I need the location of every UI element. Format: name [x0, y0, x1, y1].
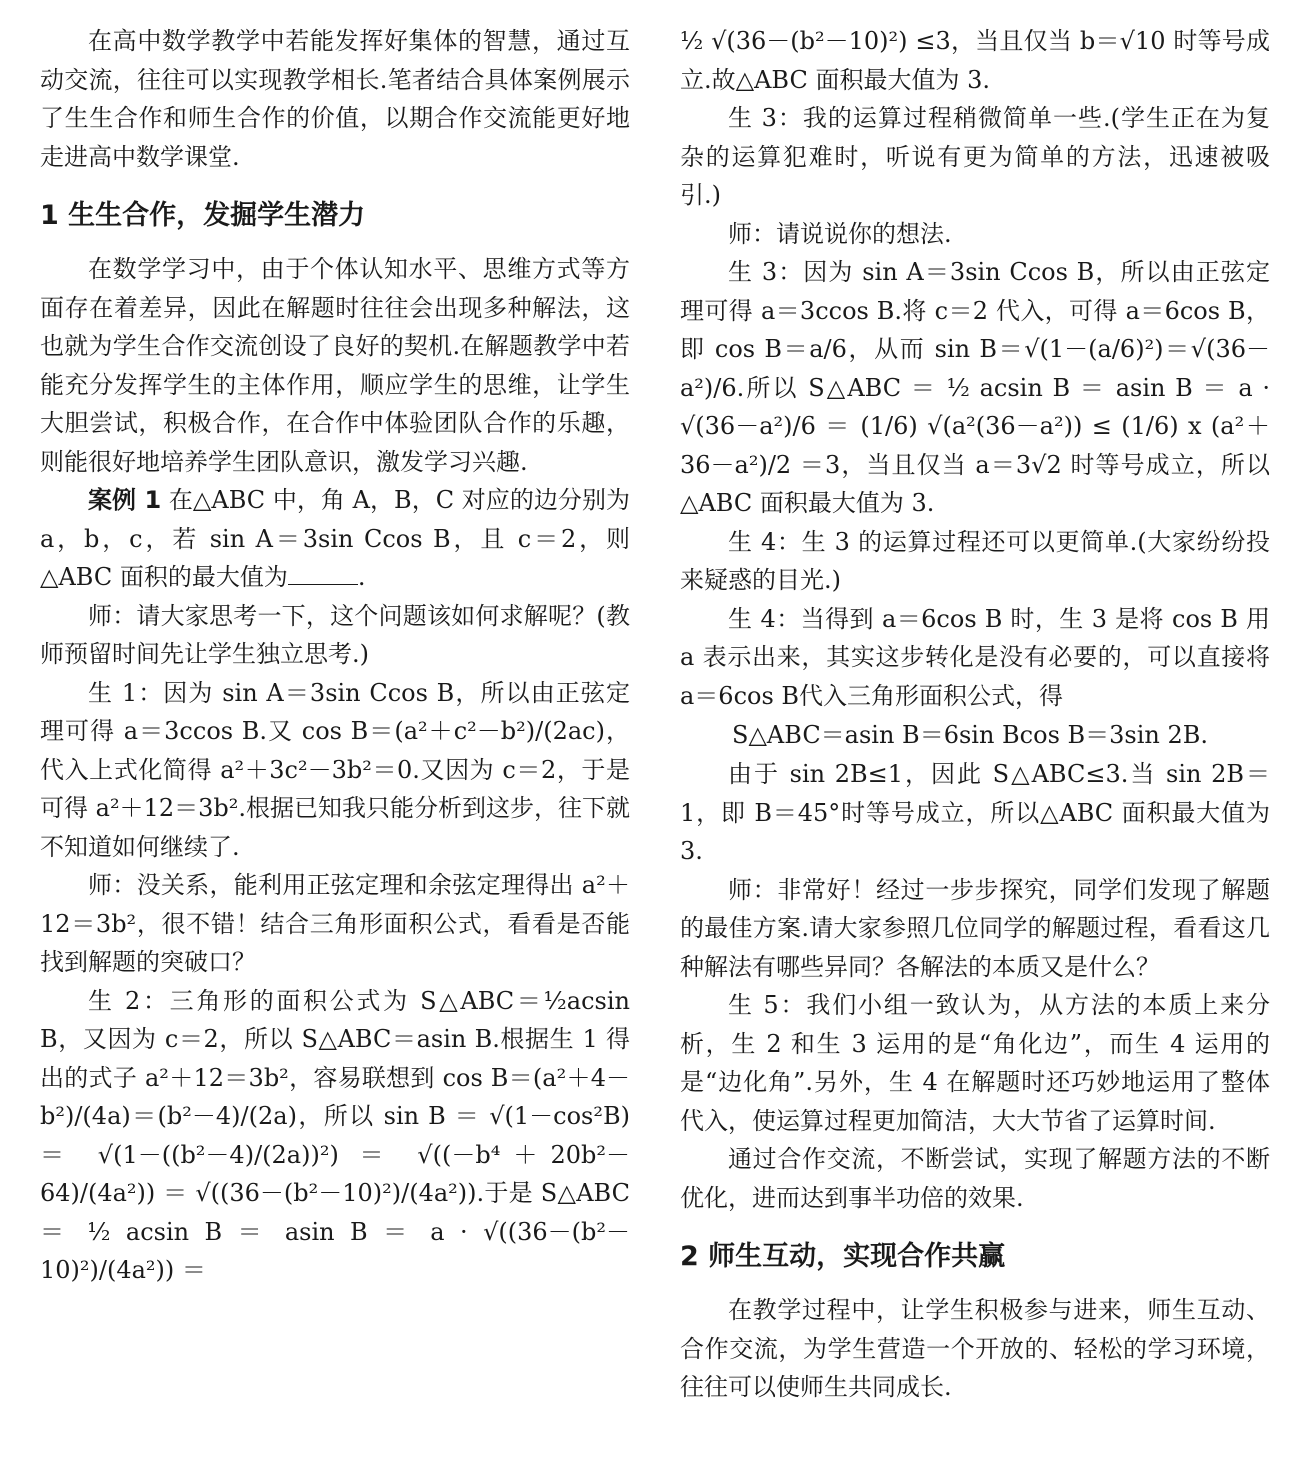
case-1-label: 案例 1: [88, 486, 162, 514]
student-4-conclusion: 由于 sin 2B≤1，因此 S△ABC≤3.当 sin 2B＝1，即 B＝45°时等号成立，所以△ABC 面积最大值为 3.: [680, 760, 1270, 865]
case-1-end: .: [357, 563, 366, 591]
student-3-answer: 生 3：因为 sin A＝3sin Ccos B，所以由正弦定理可得 a＝3ccos B.将 c＝2 代入，可得 a＝6cos B，即 cos B＝a/6，从而 sin B＝√(1－(a/6)²)＝√(36－a²)/6.所以 S△ABC ＝ ½ acsin B ＝ asin B ＝ a · √(36－a²)/6 ＝ (1/6) √(a²(36－a²)) ≤ (1/6) x (a²＋36－a²)/2 ＝3，当且仅当 a＝3√2 时等号成立，所以△ABC 面积最大值为 3.: [680, 258, 1270, 517]
teacher-prompt-1: 师：请大家思考一下，这个问题该如何求解呢？(教师预留时间先让学生独立思考.): [40, 601, 630, 668]
student-1-answer: 生 1：因为 sin A＝3sin Ccos B，所以由正弦定理可得 a＝3ccos B.又 cos B＝(a²＋c²－b²)/(2ac)，代入上式化简得 a²＋3c²－3b²＝0.又因为 c＝2，于是可得 a²＋12＝3b².根据已知我只能分析到这步，往下就不知道如何继续了.: [40, 678, 630, 861]
teacher-prompt-3: 师：请说说你的想法.: [728, 219, 952, 248]
student-4-answer: 生 4：当得到 a＝6cos B 时，生 3 是将 cos B 用 a 表示出来，其实这步转化是没有必要的，可以直接将 a＝6cos B代入三角形面积公式，得: [680, 604, 1270, 710]
intro-paragraph: 在高中数学教学中若能发挥好集体的智慧，通过互动交流，往往可以实现教学相长.笔者结合具体案例展示了生生合作和师生合作的价值，以期合作交流能更好地走进高中数学课堂.: [40, 27, 630, 171]
student-2-continued: ½ √(36－(b²－10)²) ≤3，当且仅当 b＝√10 时等号成立.故△ABC 面积最大值为 3.: [680, 27, 1270, 94]
section-1-paragraph: 在数学学习中，由于个体认知水平、思维方式等方面存在着差异，因此在解题时往往会出现多种解法，这也就为学生合作交流创设了良好的契机.在解题教学中若能充分发挥学生的主体作用，顺应学生的思维，让学生大胆尝试，积极合作，在合作中体验团队合作的乐趣，则能很好地培养学生团队意识，激发学习兴趣.: [40, 255, 630, 476]
area-formula: S△ABC＝asin B＝6sin Bcos B＝3sin 2B.: [732, 721, 1209, 749]
teacher-prompt-2: 师：没关系，能利用正弦定理和余弦定理得出 a²＋12＝3b²，很不错！结合三角形面积公式，看看是否能找到解题的突破口？: [40, 871, 630, 976]
student-2-answer: 生 2：三角形的面积公式为 S△ABC＝½acsin B，又因为 c＝2，所以 S△ABC＝asin B.根据生 1 得出的式子 a²＋12＝3b²，容易联想到 cos B＝(a²＋4－b²)/(4a)＝(b²－4)/(2a)，所以 sin B ＝ √(1－cos²B) ＝ √(1－((b²－4)/(2a))²) ＝ √((－b⁴＋20b²－64)/(4a²)) ＝ √((36－(b²－10)²)/(4a²)).于是 S△ABC ＝ ½ acsin B ＝ asin B ＝ a · √((36－(b²－10)²)/(4a²)) ＝: [40, 986, 630, 1284]
left-column: [40, 22, 630, 1290]
case-1-question: [40, 481, 630, 597]
section-2-paragraph: 在教学过程中，让学生积极参与进来，师生互动、合作交流，为学生营造一个开放的、轻松的学习环境，往往可以使师生共同成长.: [680, 1296, 1270, 1401]
answer-blank: [288, 563, 358, 585]
section-2-title: 2 师生互动，实现合作共赢: [680, 1241, 1006, 1272]
teacher-prompt-4: 师：非常好！经过一步步探究，同学们发现了解题的最佳方案.请大家参照几位同学的解题过程，看看这几种解法有哪些异同？各解法的本质又是什么？: [680, 875, 1270, 981]
right-column: [680, 22, 1270, 1407]
case-1-text: 在△ABC 中，角 A，B，C 对应的边分别为 a，b，c，若 sin A＝3sin Ccos B，且 c＝2，则△ABC 面积的最大值为: [40, 486, 630, 591]
student-5-answer: 生 5：我们小组一致认为，从方法的本质上来分析，生 2 和生 3 运用的是“角化边”，而生 4 运用的是“边化角”.另外，生 4 在解题时还巧妙地运用了整体代入，使运算过程更加简洁，大大节省了运算时间.: [680, 991, 1270, 1135]
student-4-intro: 生 4：生 3 的运算过程还可以更简单.(大家纷纷投来疑惑的目光.): [680, 527, 1270, 594]
student-3-intro: 生 3：我的运算过程稍微简单一些.(学生正在为复杂的运算犯难时，听说有更为简单的方法，迅速被吸引.): [680, 104, 1270, 209]
section-1-title: 1 生生合作，发掘学生潜力: [40, 200, 366, 231]
summary-paragraph: 通过合作交流，不断尝试，实现了解题方法的不断优化，进而达到事半功倍的效果.: [680, 1145, 1270, 1212]
